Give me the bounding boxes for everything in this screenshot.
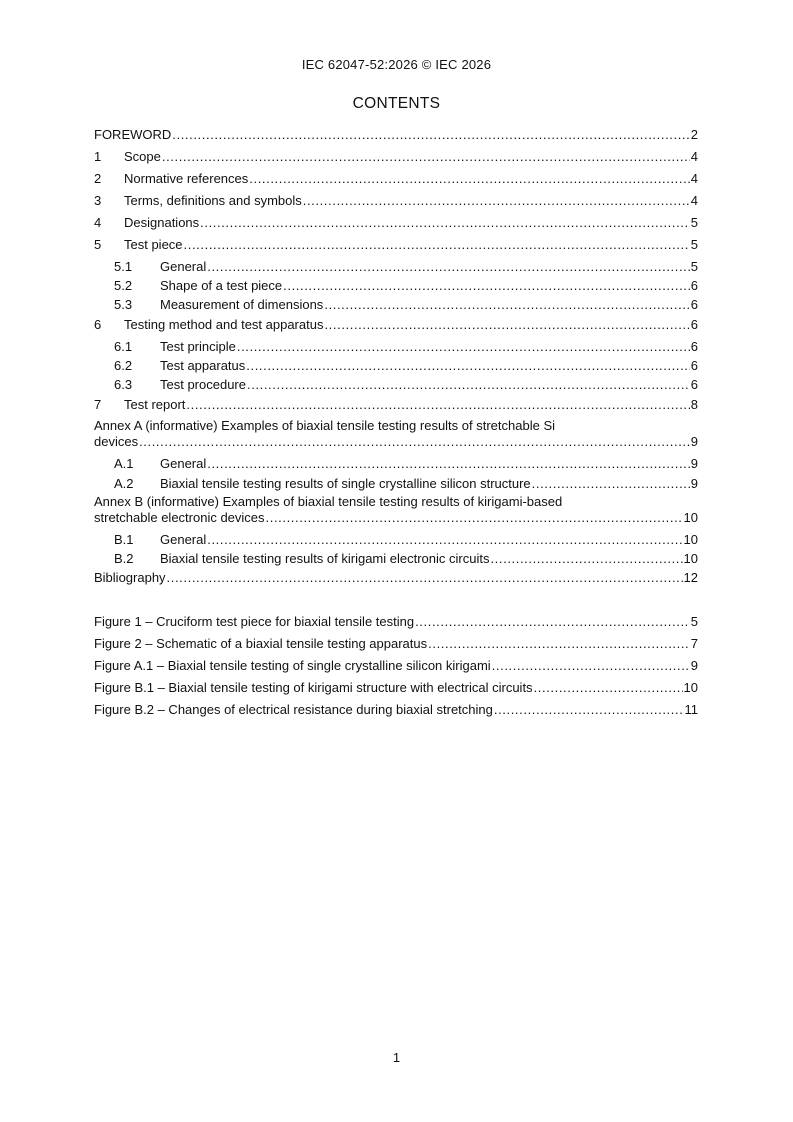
dot-leader bbox=[324, 316, 689, 333]
toc-page-number: 8 bbox=[690, 397, 698, 412]
dot-leader bbox=[532, 475, 690, 492]
toc-section-number: 5.1 bbox=[114, 259, 133, 274]
figure-entry-label: Figure A.1 – Biaxial tensile testing of single crystalline silicon kirigami bbox=[94, 658, 491, 673]
dot-leader bbox=[237, 338, 690, 355]
dot-leader bbox=[139, 433, 690, 450]
toc-entry-bibliography[interactable] bbox=[94, 569, 698, 586]
toc-entry-terms[interactable] bbox=[94, 192, 698, 209]
toc-entry-label: Shape of a test piece bbox=[160, 278, 283, 293]
dot-leader bbox=[172, 126, 689, 143]
toc-section-number: 5.2 bbox=[114, 278, 133, 293]
toc-section-number: 6.1 bbox=[114, 339, 133, 354]
toc-entry-label: Measurement of dimensions bbox=[160, 297, 324, 312]
toc-entry-annex-a[interactable] bbox=[94, 433, 698, 450]
toc-section-number: 6.2 bbox=[114, 358, 133, 373]
toc-page-number: 12 bbox=[683, 570, 698, 585]
toc-entry-label: Normative references bbox=[124, 171, 249, 186]
toc-page-number: 6 bbox=[690, 317, 698, 332]
toc-page-number: 6 bbox=[690, 358, 698, 373]
toc-page-number: 6 bbox=[690, 339, 698, 354]
dot-leader bbox=[266, 509, 683, 526]
figure-page-number: 11 bbox=[684, 702, 698, 717]
toc-section-number: 6 bbox=[94, 317, 102, 332]
figure-entry-label: Figure 2 – Schematic of a biaxial tensile testing apparatus bbox=[94, 636, 428, 651]
toc-entry-b1-general[interactable] bbox=[94, 531, 698, 548]
toc-section-number: 3 bbox=[94, 193, 102, 208]
toc-section-number: 4 bbox=[94, 215, 102, 230]
dot-leader bbox=[247, 376, 690, 393]
toc-entry-label: Testing method and test apparatus bbox=[124, 317, 324, 332]
toc-section-number: 1 bbox=[94, 149, 102, 164]
dot-leader bbox=[492, 657, 690, 674]
toc-page-number: 4 bbox=[690, 171, 698, 186]
page-number: 1 bbox=[392, 1050, 401, 1065]
document-header: IEC 62047-52:2026 © IEC 2026 bbox=[301, 57, 492, 72]
toc-annex-b-heading[interactable]: Annex B (informative) Examples of biaxial tensile testing results of kirigami-based bbox=[94, 494, 563, 509]
toc-entry-label: General bbox=[160, 532, 207, 547]
toc-entry-general[interactable] bbox=[94, 258, 698, 275]
toc-page-number: 10 bbox=[683, 532, 698, 547]
figure-page-number: 7 bbox=[690, 636, 698, 651]
toc-entry-label: Test procedure bbox=[160, 377, 246, 392]
dot-leader bbox=[207, 531, 682, 548]
toc-page-number: 5 bbox=[690, 215, 698, 230]
toc-entry-measurement[interactable] bbox=[94, 296, 698, 313]
dot-leader bbox=[494, 701, 684, 718]
toc-entry-scope[interactable] bbox=[94, 148, 698, 165]
toc-section-number: A.1 bbox=[114, 456, 134, 471]
toc-entry-label: General bbox=[160, 456, 207, 471]
dot-leader bbox=[490, 550, 682, 567]
toc-section-number: 6.3 bbox=[114, 377, 133, 392]
figure-page-number: 5 bbox=[690, 614, 698, 629]
toc-page-number: 2 bbox=[690, 127, 698, 142]
toc-entry-label: devices bbox=[94, 434, 139, 449]
figure-entry-2[interactable] bbox=[94, 635, 698, 652]
toc-page-number: 6 bbox=[690, 278, 698, 293]
toc-page-number: 4 bbox=[690, 193, 698, 208]
dot-leader bbox=[415, 613, 690, 630]
dot-leader bbox=[428, 635, 690, 652]
toc-entry-a1-general[interactable] bbox=[94, 455, 698, 472]
figure-entry-1[interactable] bbox=[94, 613, 698, 630]
toc-entry-label: General bbox=[160, 259, 207, 274]
toc-entry-test-apparatus[interactable] bbox=[94, 357, 698, 374]
toc-entry-a2[interactable] bbox=[94, 475, 698, 492]
toc-entry-label: Biaxial tensile testing results of single crystalline silicon structure bbox=[160, 476, 531, 491]
dot-leader bbox=[184, 236, 690, 253]
toc-entry-test-principle[interactable] bbox=[94, 338, 698, 355]
toc-page-number: 4 bbox=[690, 149, 698, 164]
toc-entry-testing-method[interactable] bbox=[94, 316, 698, 333]
toc-entry-label: Biaxial tensile testing results of kirigami electronic circuits bbox=[160, 551, 490, 566]
toc-page-number: 9 bbox=[690, 456, 698, 471]
toc-entry-test-report[interactable] bbox=[94, 396, 698, 413]
toc-entry-label: Designations bbox=[124, 215, 200, 230]
dot-leader bbox=[534, 679, 683, 696]
dot-leader bbox=[249, 170, 689, 187]
toc-page-number: 5 bbox=[690, 259, 698, 274]
toc-section-number: 5 bbox=[94, 237, 102, 252]
figure-page-number: 9 bbox=[690, 658, 698, 673]
toc-annex-a-heading[interactable]: Annex A (informative) Examples of biaxial tensile testing results of stretchable Si bbox=[94, 418, 555, 433]
toc-page-number: 5 bbox=[690, 237, 698, 252]
dot-leader bbox=[167, 569, 683, 586]
toc-page-number: 10 bbox=[683, 510, 698, 525]
toc-page-number: 9 bbox=[690, 476, 698, 491]
dot-leader bbox=[162, 148, 690, 165]
toc-entry-test-piece[interactable] bbox=[94, 236, 698, 253]
dot-leader bbox=[207, 455, 690, 472]
toc-entry-label: Test report bbox=[124, 397, 186, 412]
dot-leader bbox=[303, 192, 690, 209]
dot-leader bbox=[200, 214, 690, 231]
toc-entry-b2[interactable] bbox=[94, 550, 698, 567]
toc-section-number: B.1 bbox=[114, 532, 134, 547]
figure-page-number: 10 bbox=[683, 680, 698, 695]
figure-entry-label: Figure 1 – Cruciform test piece for biaxial tensile testing bbox=[94, 614, 415, 629]
dot-leader bbox=[283, 277, 690, 294]
toc-entry-normative-references[interactable] bbox=[94, 170, 698, 187]
toc-entry-annex-b[interactable] bbox=[94, 509, 698, 526]
figure-entry-label: Figure B.2 – Changes of electrical resistance during biaxial stretching bbox=[94, 702, 493, 717]
toc-entry-foreword[interactable] bbox=[94, 126, 698, 143]
toc-page-number: 6 bbox=[690, 377, 698, 392]
toc-entry-label: Terms, definitions and symbols bbox=[124, 193, 302, 208]
figure-entry-b1[interactable] bbox=[94, 679, 698, 696]
dot-leader bbox=[186, 396, 689, 413]
toc-section-number: A.2 bbox=[114, 476, 134, 491]
toc-entry-label: FOREWORD bbox=[94, 127, 172, 142]
toc-section-number: 2 bbox=[94, 171, 102, 186]
toc-page-number: 10 bbox=[683, 551, 698, 566]
figure-entry-label: Figure B.1 – Biaxial tensile testing of kirigami structure with electrical circuits bbox=[94, 680, 533, 695]
page-title: CONTENTS bbox=[352, 95, 441, 112]
dot-leader bbox=[324, 296, 689, 313]
toc-page-number: 9 bbox=[690, 434, 698, 449]
toc-section-number: 7 bbox=[94, 397, 102, 412]
toc-entry-test-procedure[interactable] bbox=[94, 376, 698, 393]
toc-entry-designations[interactable] bbox=[94, 214, 698, 231]
toc-section-number: 5.3 bbox=[114, 297, 133, 312]
dot-leader bbox=[246, 357, 689, 374]
toc-section-number: B.2 bbox=[114, 551, 134, 566]
toc-entry-label: stretchable electronic devices bbox=[94, 510, 265, 525]
toc-entry-label: Scope bbox=[124, 149, 161, 164]
toc-entry-label: Test principle bbox=[160, 339, 236, 354]
figure-entry-b2[interactable] bbox=[94, 701, 698, 718]
dot-leader bbox=[207, 258, 690, 275]
figure-entry-a1[interactable] bbox=[94, 657, 698, 674]
toc-page-number: 6 bbox=[690, 297, 698, 312]
toc-entry-shape[interactable] bbox=[94, 277, 698, 294]
toc-entry-label: Bibliography bbox=[94, 570, 166, 585]
toc-entry-label: Test piece bbox=[124, 237, 183, 252]
toc-entry-label: Test apparatus bbox=[160, 358, 246, 373]
